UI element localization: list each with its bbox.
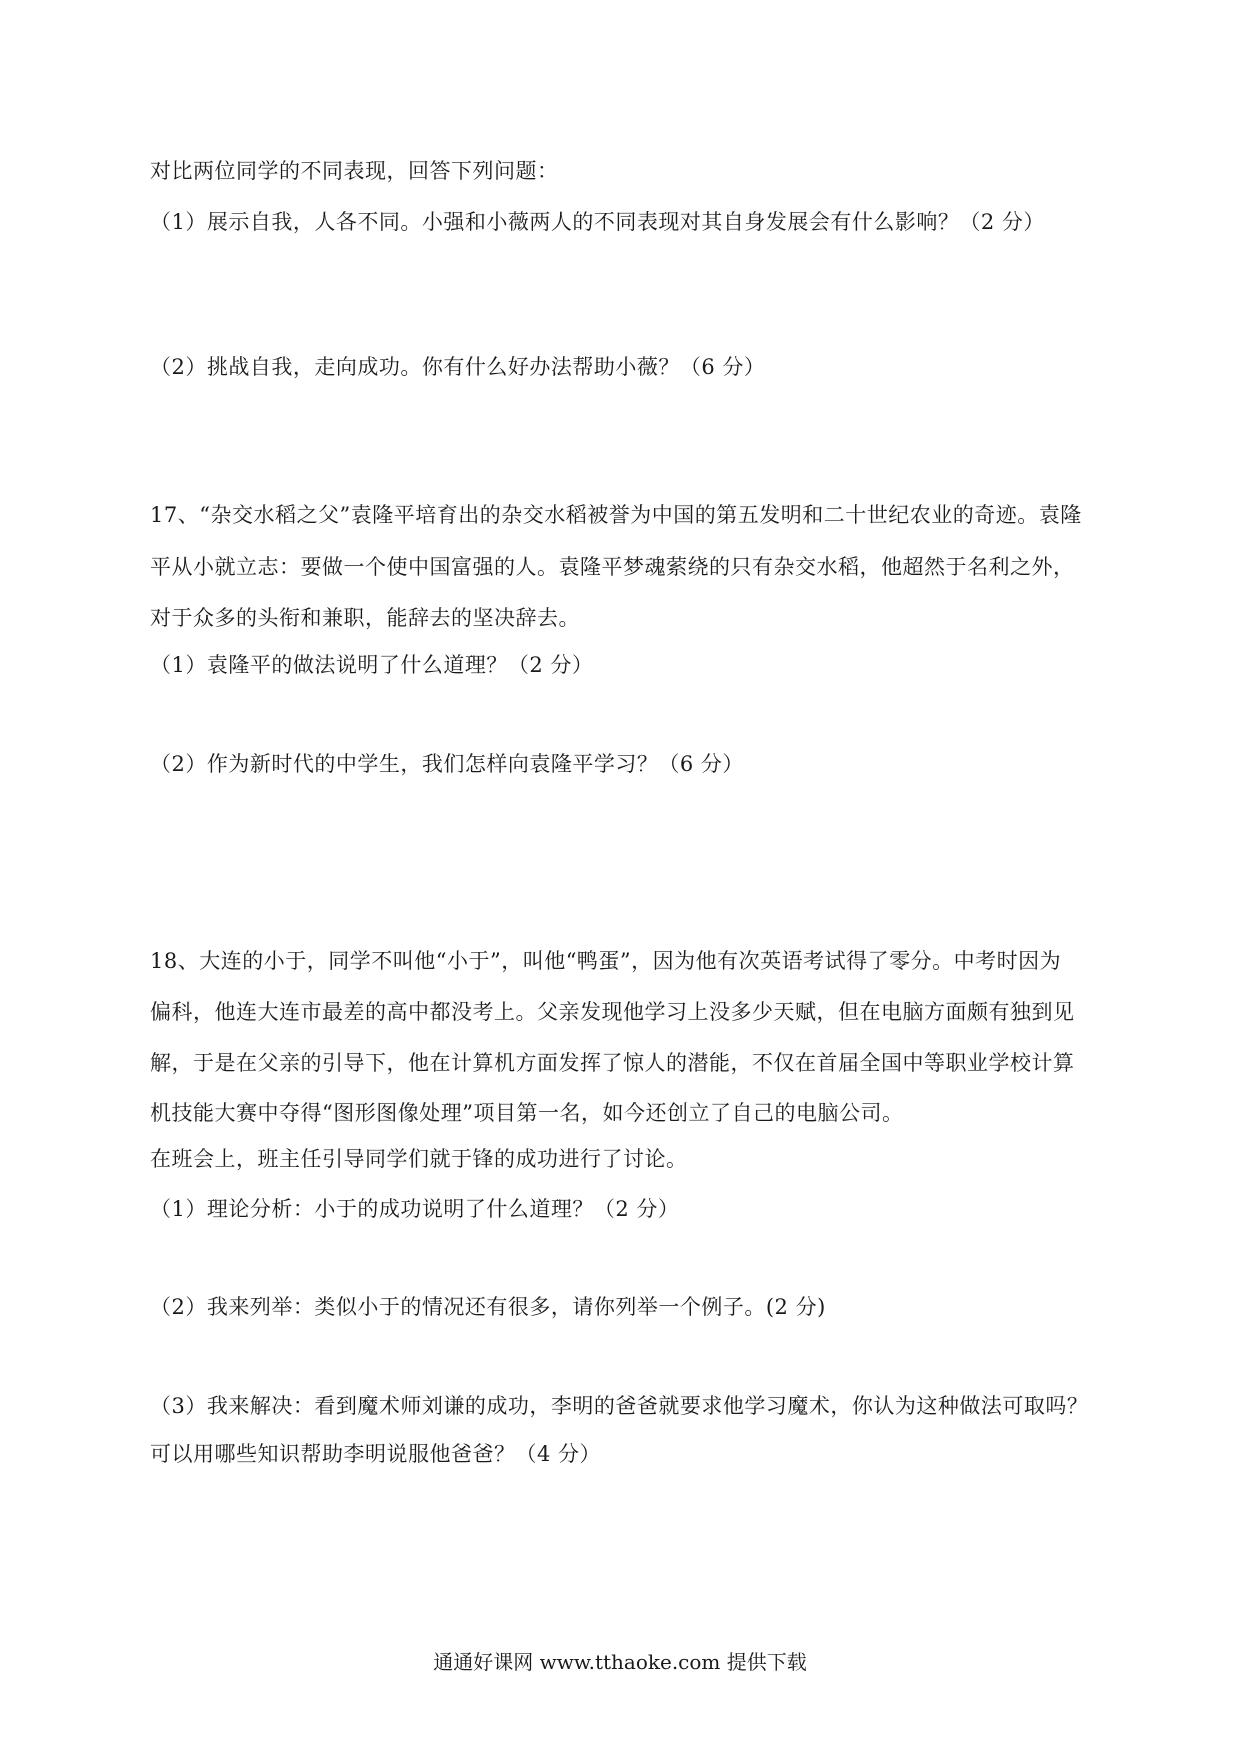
q17-text-line-1: 17、“杂交水稻之父”袁隆平培育出的杂交水稻被誉为中国的第五发明和二十世纪农业的奇迹。袁隆 [150,503,1082,527]
q18-text-line-3: 解，于是在父亲的引导下，他在计算机方面发挥了惊人的潜能，不仅在首届全国中等职业学校计算 [150,1051,1075,1075]
intro-text: 对比两位同学的不同表现，回答下列问题： [150,159,559,183]
q18-sub3-line-1: （3）我来解决：看到魔术师刘谦的成功，李明的爸爸就要求他学习魔术，你认为这种做法可取吗？ [150,1394,1089,1418]
q18-text-line-5: 在班会上，班主任引导同学们就于锋的成功进行了讨论。 [150,1147,688,1171]
q17-text-line-2: 平从小就立志：要做一个使中国富强的人。袁隆平梦魂萦绕的只有杂交水稻，他超然于名利之外， [150,555,1075,579]
page-footer: 通通好课网 www.tthaoke.com 提供下载 [433,1650,807,1674]
q18-sub2: （2）我来列举：类似小于的情况还有很多，请你列举一个例子。(2 分) [150,1295,826,1319]
q18-sub3-line-2: 可以用哪些知识帮助李明说服他爸爸？（4 分） [150,1442,602,1466]
q16-sub2: （2）挑战自我，走向成功。你有什么好办法帮助小薇？（6 分） [150,355,766,379]
q18-text-line-2: 偏科，他连大连市最差的高中都没考上。父亲发现他学习上没多少天赋，但在电脑方面颇有独到见 [150,1000,1075,1024]
q16-sub1: （1）展示自我，人各不同。小强和小薇两人的不同表现对其自身发展会有什么影响？（2 分） [150,210,1045,234]
q18-text-line-1: 18、大连的小于，同学不叫他“小于”，叫他“鸭蛋”，因为他有次英语考试得了零分。中考时因为 [150,949,1062,973]
q17-sub1: （1）袁隆平的做法说明了什么道理？（2 分） [150,653,594,677]
q18-sub1: （1）理论分析：小于的成功说明了什么道理？（2 分） [150,1197,680,1221]
q17-text-line-3: 对于众多的头衔和兼职，能辞去的坚决辞去。 [150,606,580,630]
q17-sub2: （2）作为新时代的中学生，我们怎样向袁隆平学习？（6 分） [150,752,744,776]
q18-text-line-4: 机技能大赛中夺得“图形图像处理”项目第一名，如今还创立了自己的电脑公司。 [150,1101,904,1125]
